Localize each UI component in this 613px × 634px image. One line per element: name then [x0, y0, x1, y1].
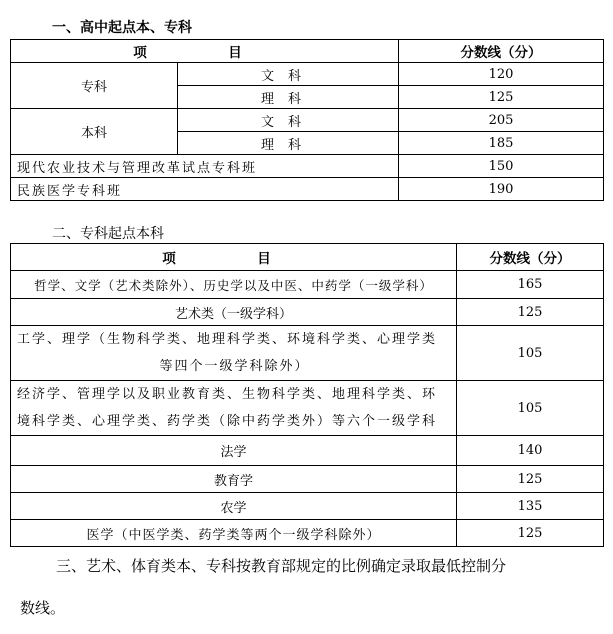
header-score: 分数线（分） [457, 244, 604, 271]
score-cell: 125 [457, 466, 604, 493]
score-cell: 125 [457, 520, 604, 547]
row-label: 艺术类（一级学科） [11, 299, 457, 326]
score-cell: 105 [457, 326, 604, 381]
table-row [11, 381, 604, 436]
section2-table [10, 243, 604, 547]
section1-table [10, 39, 604, 201]
row-label: 现代农业技术与管理改革试点专科班 [11, 155, 399, 178]
sub-label: 理科 [178, 132, 399, 155]
row-label-line1: 工学、理学（生物科学类、地理科学类、环境科学类、心理学类 [17, 332, 438, 347]
score-cell: 125 [399, 86, 604, 109]
table-header-row [11, 40, 604, 63]
header-item: 项 目 [11, 40, 399, 63]
row-label: 民族医学专科班 [11, 178, 399, 201]
table-row [11, 326, 604, 381]
table-row [11, 493, 604, 520]
header-score: 分数线（分） [399, 40, 604, 63]
score-cell: 125 [457, 299, 604, 326]
score-cell: 135 [457, 493, 604, 520]
score-cell: 190 [399, 178, 604, 201]
header-item: 项 目 [11, 244, 457, 271]
row-label-line2: 境科学类、心理学类、药学类（除中药学类外）等六个一级学科 [17, 414, 438, 429]
table-row [11, 155, 604, 178]
score-cell: 205 [399, 109, 604, 132]
score-cell: 140 [457, 436, 604, 466]
table-row [11, 109, 604, 132]
table-header-row [11, 244, 604, 271]
section2-heading: 二、专科起点本科 [52, 226, 164, 242]
group-label-zhuanke: 专科 [11, 63, 178, 109]
score-cell: 120 [399, 63, 604, 86]
score-cell: 105 [457, 381, 604, 436]
row-label-line2: 等四个一级学科除外） [159, 359, 310, 374]
section3-line2: 数线。 [20, 599, 66, 617]
table-row [11, 178, 604, 201]
score-cell: 185 [399, 132, 604, 155]
group-label-benke: 本科 [11, 109, 178, 155]
row-label [11, 381, 457, 436]
table-row [11, 271, 604, 299]
table-row [11, 520, 604, 547]
sub-label: 理科 [178, 86, 399, 109]
row-label: 哲学、文学（艺术类除外）、历史学以及中医、中药学（一级学科） [11, 271, 457, 299]
row-label: 法学 [11, 436, 457, 466]
table-row [11, 466, 604, 493]
score-cell: 165 [457, 271, 604, 299]
section3-line1: 三、艺术、体育类本、专科按教育部规定的比例确定录取最低控制分 [56, 557, 507, 575]
score-cell: 150 [399, 155, 604, 178]
sub-label: 文科 [178, 109, 399, 132]
table-row [11, 63, 604, 86]
row-label: 医学（中医学类、药学类等两个一级学科除外） [11, 520, 457, 547]
row-label: 教育学 [11, 466, 457, 493]
table-row [11, 436, 604, 466]
table-row [11, 299, 604, 326]
row-label-line1: 经济学、管理学以及职业教育类、生物科学类、地理科学类、环 [17, 387, 438, 402]
section1-heading: 一、高中起点本、专科 [52, 20, 192, 36]
sub-label: 文科 [178, 63, 399, 86]
row-label: 农学 [11, 493, 457, 520]
row-label [11, 326, 457, 381]
